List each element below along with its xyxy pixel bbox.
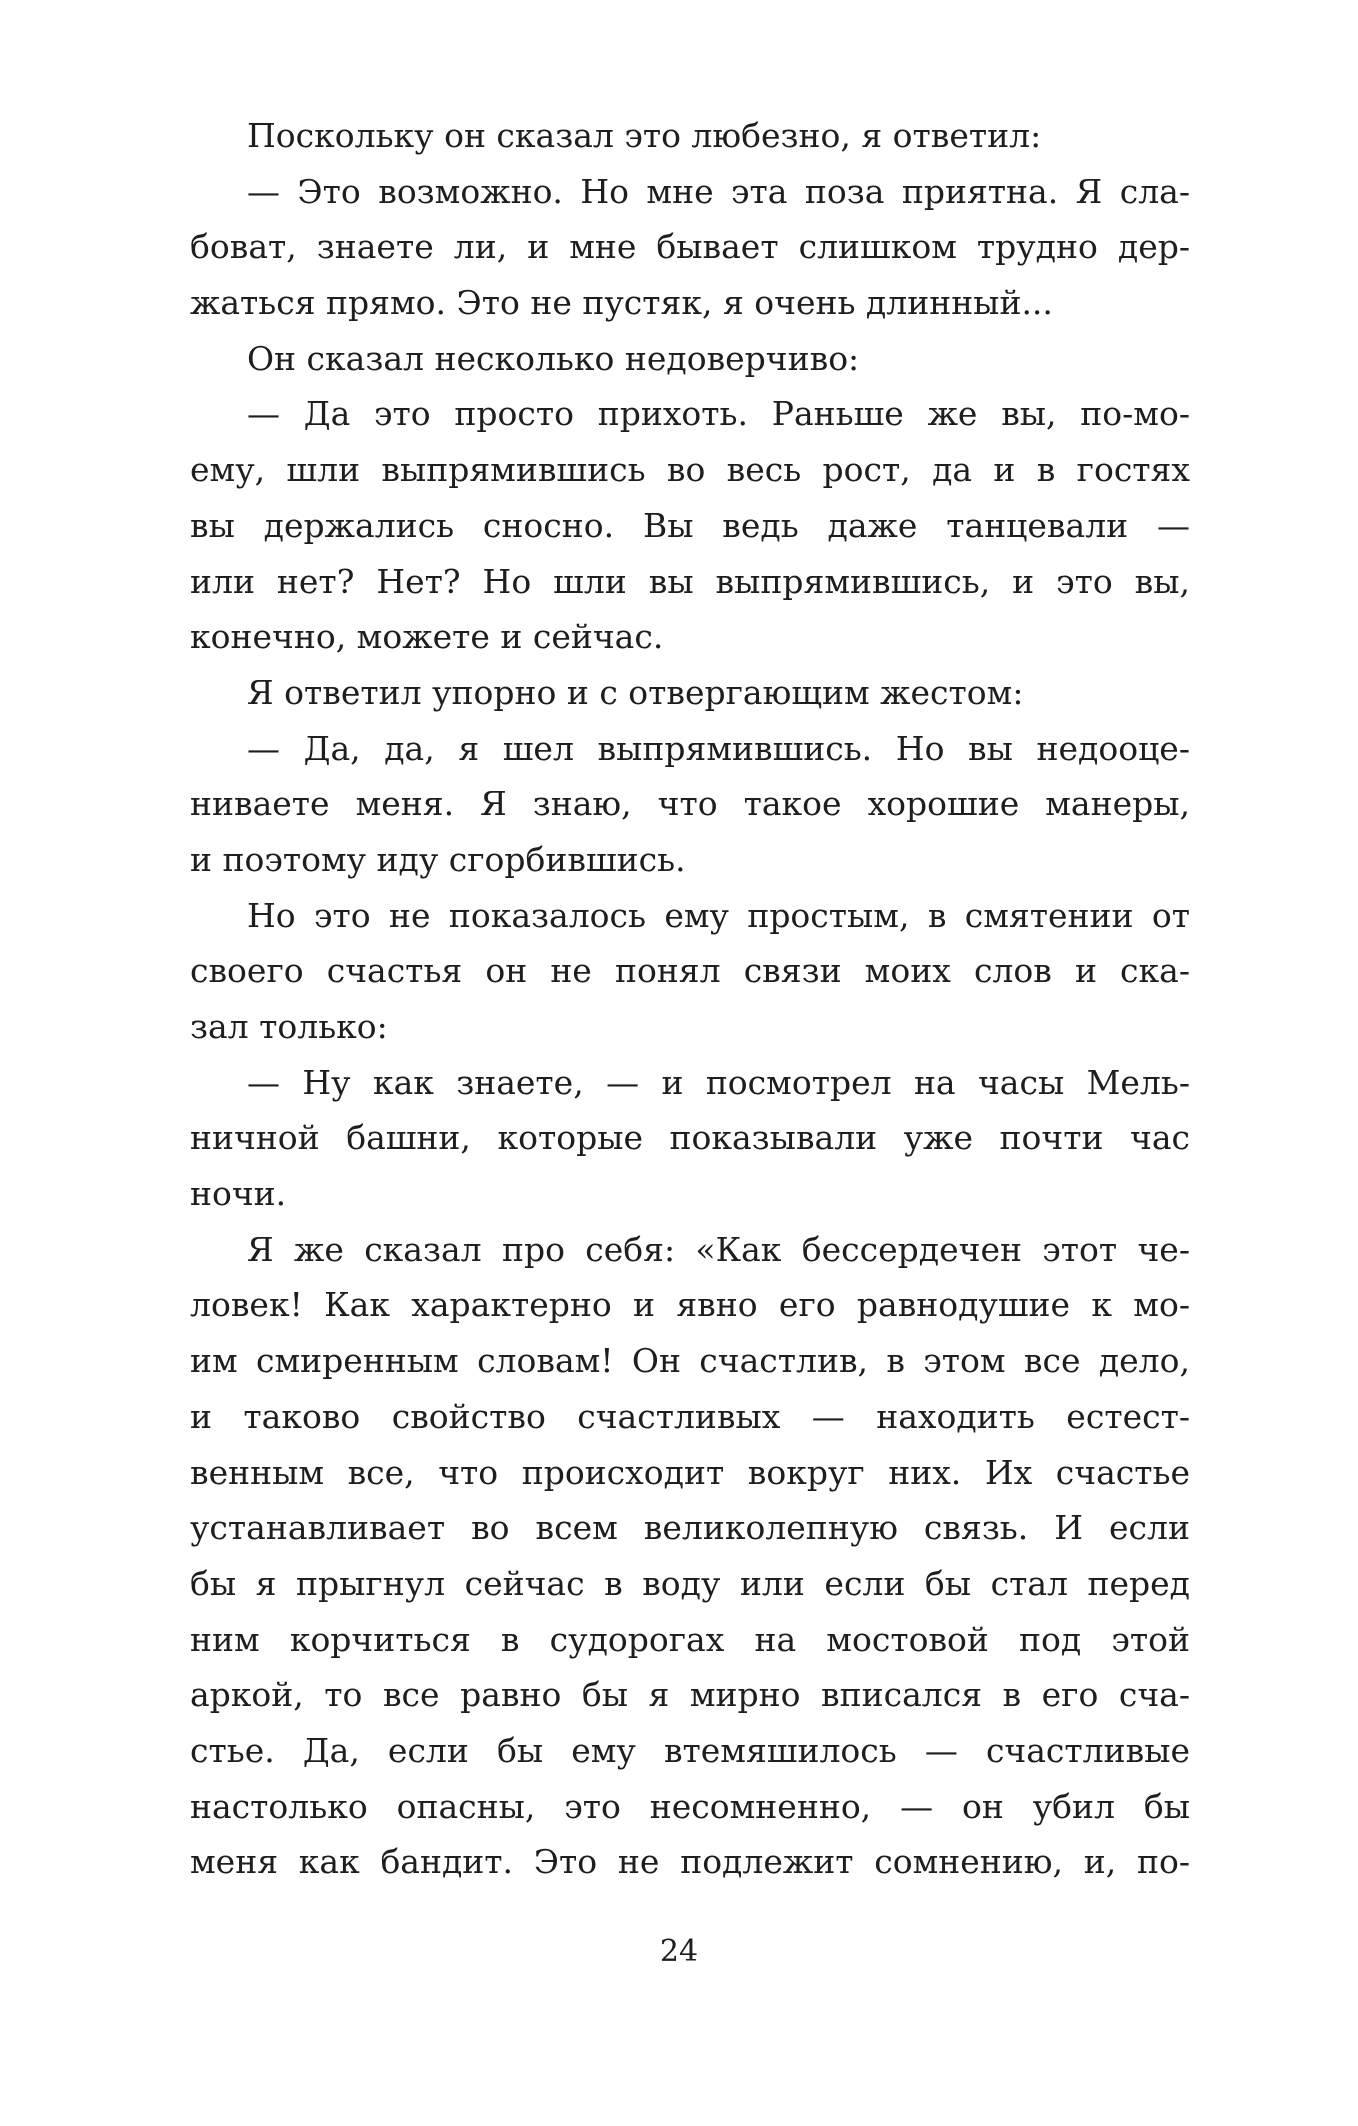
text-line: ниваете меня. Я знаю, что такое хорошие манеры,: [190, 784, 1190, 824]
text-line: Я же сказал про себя: «Как бессердечен этот че-: [247, 1229, 1190, 1269]
text-line: конечно, можете и сейчас.: [190, 617, 664, 657]
text-line: бы я прыгнул сейчас в воду или если бы стал перед: [190, 1563, 1190, 1603]
text-line: вы держались сносно. Вы ведь даже танцевали —: [190, 505, 1190, 545]
text-line: боват, знаете ли, и мне бывает слишком трудно дер-: [190, 227, 1190, 267]
text-line: жаться прямо. Это не пустяк, я очень длинный...: [190, 283, 1053, 323]
text-line: ночи.: [190, 1174, 287, 1214]
text-line: — Да это просто прихоть. Раньше же вы, по-мо-: [247, 394, 1190, 434]
text-line: Поскольку он сказал это любезно, я ответил:: [247, 116, 1042, 155]
text-line: — Ну как знаете, — и посмотрел на часы Мель-: [247, 1062, 1190, 1102]
text-line: меня как бандит. Это не подлежит сомнению, и, по-: [190, 1842, 1190, 1882]
page-number: 24: [659, 1934, 699, 1969]
text-line: или нет? Нет? Но шли вы выпрямившись, и это вы,: [190, 561, 1190, 601]
text-line: настолько опасны, это несомненно, — он убил бы: [190, 1786, 1190, 1826]
text-line: им смиренным словам! Он счастлив, в этом все дело,: [190, 1341, 1190, 1381]
text-line: аркой, то все равно бы я мирно вписался в его сча-: [190, 1675, 1190, 1715]
body-text: [190, 108, 1190, 1890]
text-line: венным все, что происходит вокруг них. Их счастье: [190, 1452, 1190, 1492]
text-line: ничной башни, которые показывали уже почти час: [190, 1118, 1190, 1158]
text-line: и таково свойство счастливых — находить естест-: [190, 1396, 1190, 1436]
text-line: стье. Да, если бы ему втемяшилось — счастливые: [190, 1730, 1190, 1770]
text-line: ним корчиться в судорогах на мостовой под этой: [190, 1619, 1190, 1659]
text-line: Он сказал несколько недоверчиво:: [247, 338, 860, 378]
text-line: зал только:: [190, 1007, 388, 1046]
text-line: — Да, да, я шел выпрямившись. Но вы недооце-: [247, 728, 1190, 768]
text-line: и поэтому иду сгорбившись.: [190, 839, 686, 879]
text-line: своего счастья он не понял связи моих слов и ска-: [190, 951, 1190, 991]
text-line: — Это возможно. Но мне эта поза приятна. Я сла-: [247, 171, 1190, 211]
text-line: устанавливает во всем великолепную связь. И если: [190, 1508, 1190, 1548]
text-line: ловек! Как характерно и явно его равнодушие к мо-: [190, 1285, 1190, 1325]
text-line: Я ответил упорно и с отвергающим жестом:: [247, 672, 1024, 712]
text-line: ему, шли выпрямившись во весь рост, да и в гостях: [190, 450, 1190, 490]
text-line: Но это не показалось ему простым, в смятении от: [247, 895, 1190, 935]
